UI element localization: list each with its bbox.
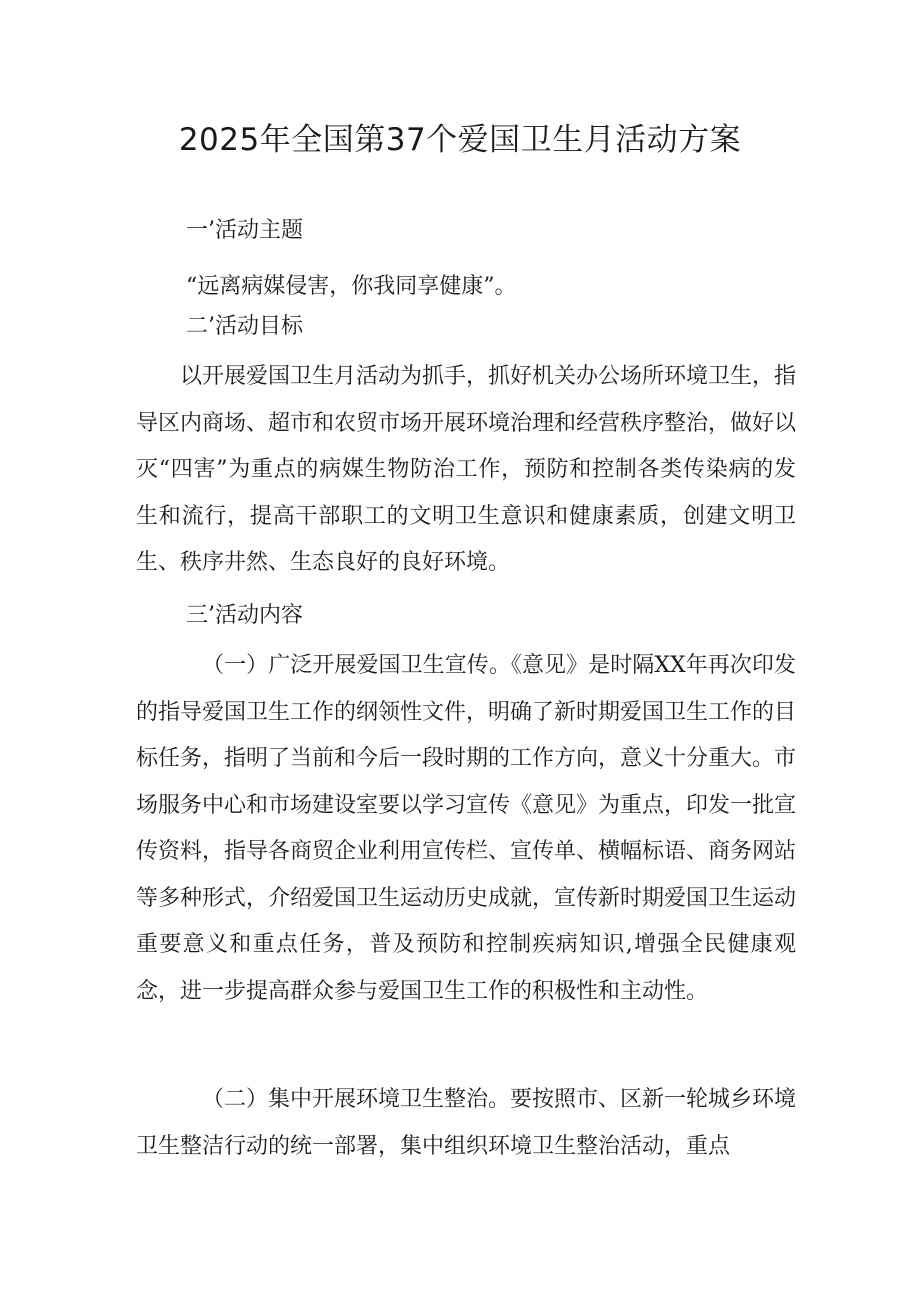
section-heading-content: 三’活动内容 [186,603,303,628]
theme-slogan: “远离病媒侵害，你我同享健康”。 [186,274,517,299]
section-heading-theme: 一’活动主题 [186,218,303,243]
content-paragraph-1: （一）广泛开展爱国卫生宣传。《意见》是时隔XX年再次印发的指导爱国卫生工作的纲领性文件，明确了新时期爱国卫生工作的目标任务，指明了当前和今后一段时期的工作方向，意义十分重大。市场服务中心和市场建设室要以学习宣传《意见》为重点，印发一批宣传资料，指导各商贸企业利用宣传栏、宣传单、横幅标语、商务网站等多种形式，介绍爱国卫生运动历史成就，宣传新时期爱国卫生运动重要意义和重点任务，普及预防和控制疾病知识,增强全民健康观念，进一步提高群众参与爱国卫生工作的积极性和主动性。 [136,653,797,1004]
goals-paragraph: 以开展爱国卫生月活动为抓手，抓好机关办公场所环境卫生，指导区内商场、超市和农贸市场开展环境治理和经营秩序整治，做好以灭“四害”为重点的病媒生物防治工作，预防和控制各类传染病的发生和流行，提高干部职工的文明卫生意识和健康素质，创建文明卫生、秩序井然、生态良好的良好环境。 [136,364,797,575]
document-title: 2025年全国第37个爱国卫生月活动方案 [178,122,742,158]
content-paragraph-2: （二）集中开展环境卫生整治。要按照市、区新一轮城乡环境卫生整洁行动的统一部署，集中组织环境卫生整治活动，重点 [136,1087,797,1159]
section-heading-goals: 二’活动目标 [186,314,303,339]
